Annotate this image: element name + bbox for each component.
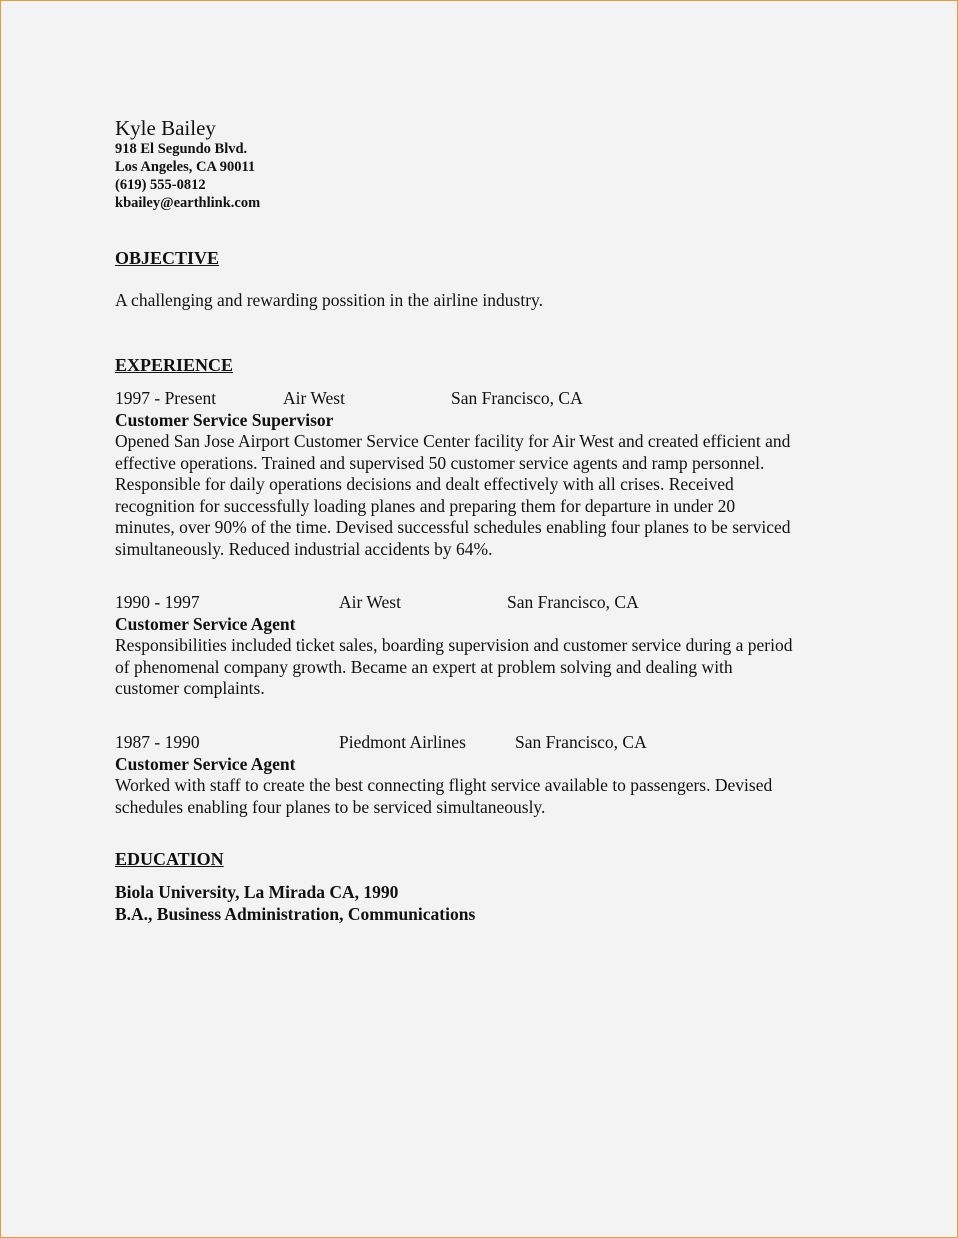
contact-block — [115, 116, 260, 212]
job-header — [115, 731, 855, 753]
objective-heading: OBJECTIVE — [115, 248, 220, 268]
objective-text: A challenging and rewarding possition in the airline industry. — [115, 290, 544, 310]
job-company: Piedmont Airlines — [339, 732, 466, 752]
candidate-name: Kyle Bailey — [115, 116, 216, 140]
address-line-1: 918 El Segundo Blvd. — [115, 141, 248, 157]
education-heading: EDUCATION — [115, 849, 224, 869]
job-entry — [115, 387, 855, 560]
email-address: kbailey@earthlink.com — [115, 195, 261, 211]
job-company: Air West — [339, 592, 401, 612]
education-degree: B.A., Business Administration, Communications — [115, 904, 476, 924]
experience-heading: EXPERIENCE — [115, 355, 234, 375]
job-dates: 1997 - Present — [115, 388, 217, 408]
job-description-line: Responsible for daily operations decisions and dealt effectively with all crises. Received — [115, 474, 734, 494]
job-location: San Francisco, CA — [507, 592, 639, 612]
phone-number: (619) 555-0812 — [115, 177, 206, 193]
job-dates: 1987 - 1990 — [115, 732, 200, 752]
job-description-line: Responsibilities included ticket sales, boarding supervision and customer service during a period — [115, 635, 793, 655]
job-title: Customer Service Agent — [115, 754, 296, 774]
job-company: Air West — [283, 388, 345, 408]
job-entry — [115, 731, 855, 818]
education-block — [115, 881, 475, 925]
job-title: Customer Service Agent — [115, 614, 296, 634]
job-title: Customer Service Supervisor — [115, 410, 334, 430]
job-description-line: effective operations. Trained and supervised 50 customer service agents and ramp personnel. — [115, 452, 765, 473]
job-description-line: schedules enabling four planes to be serviced simultaneously. — [115, 796, 546, 817]
job-description-line: of phenomenal company growth. Became an expert at problem solving and dealing with — [115, 656, 733, 677]
job-description-line: minutes, over 90% of the time. Devised successful schedules enabling four planes to be serviced — [115, 517, 791, 537]
address-line-2: Los Angeles, CA 90011 — [115, 159, 256, 175]
job-location: San Francisco, CA — [515, 732, 647, 752]
job-description-line: recognition for successfully loading planes and preparing them for departure in under 20 — [115, 495, 736, 516]
job-description-line: Opened San Jose Airport Customer Service Center facility for Air West and created efficient and — [115, 431, 791, 451]
job-description-line: customer complaints. — [115, 678, 265, 698]
job-entry — [115, 591, 855, 700]
job-description-line: Worked with staff to create the best connecting flight service available to passengers. Devised — [115, 775, 773, 795]
job-location: San Francisco, CA — [451, 388, 583, 408]
job-header — [115, 591, 855, 613]
job-header — [115, 387, 855, 409]
job-description-line: simultaneously. Reduced industrial accidents by 64%. — [115, 538, 493, 559]
job-dates: 1990 - 1997 — [115, 592, 200, 612]
education-school: Biola University, La Mirada CA, 1990 — [115, 882, 399, 902]
